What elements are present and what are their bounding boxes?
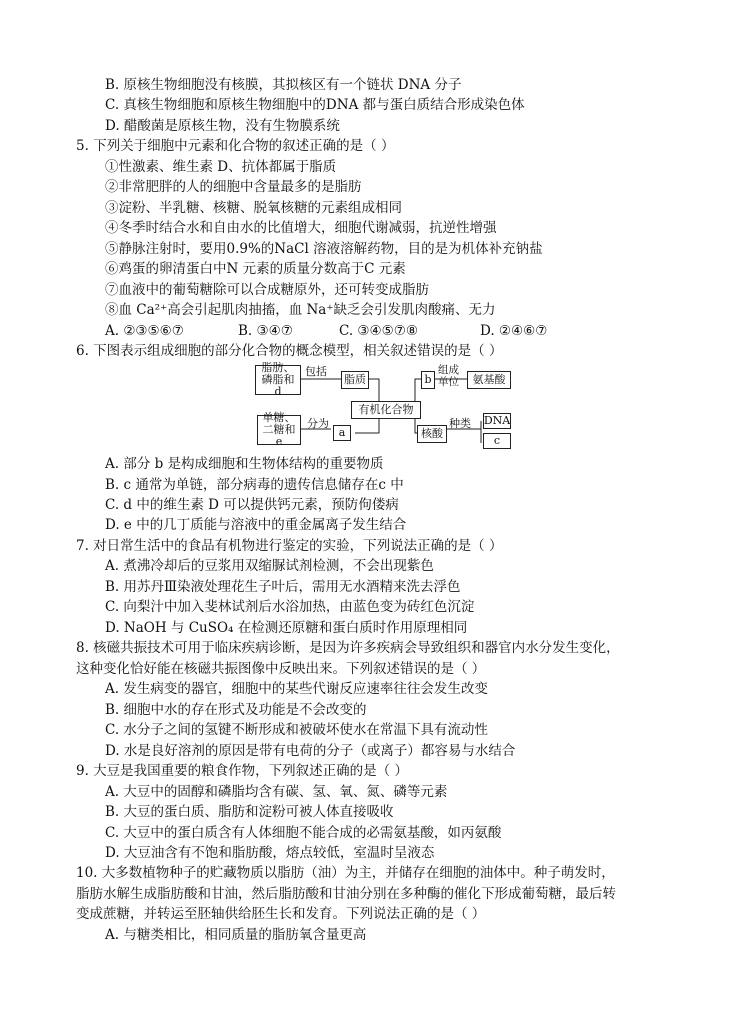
box-c: c (483, 433, 511, 449)
q4-option-d: D. 醋酸菌是原核生物，没有生物膜系统 (105, 118, 340, 134)
q6-stem: 6. 下图表示组成细胞的部分化合物的概念模型，相关叙述错误的是（ ） (76, 343, 503, 359)
q5-item-7: ⑦血液中的葡萄糖除可以合成糖原外，还可转变成脂肪 (105, 282, 429, 298)
q5-option-a: A. ②③⑤⑥⑦ (105, 323, 184, 339)
q8-option-a: A. 发生病变的器官，细胞中的某些代谢反应速率往往会发生改变 (105, 681, 488, 697)
concept-diagram (255, 363, 515, 453)
q4-option-c: C. 真核生物细胞和原核生物细胞中的DNA 都与蛋白质结合形成染色体 (105, 97, 525, 113)
q7-option-c: C. 向梨汁中加入斐林试剂后水浴加热，由蓝色变为砖红色沉淀 (105, 599, 475, 615)
q6-option-d: D. e 中的几丁质能与溶液中的重金属离子发生结合 (105, 517, 407, 533)
q8-option-c: C. 水分子之间的氢键不断形成和被破坏使水在常温下具有流动性 (105, 722, 488, 738)
q5-option-d: D. ②④⑥⑦ (480, 323, 548, 339)
label-divide: 分为 (307, 417, 329, 430)
q5-item-4: ④冬季时结合水和自由水的比值增大，细胞代谢减弱，抗逆性增强 (105, 220, 497, 236)
q5-option-b: B. ③④⑦ (238, 323, 293, 339)
q9-option-a: A. 大豆中的固醇和磷脂均含有碳、氢、氧、氮、磷等元素 (105, 784, 448, 800)
q5-item-1: ①性激素、维生素 D、抗体都属于脂质 (105, 159, 337, 175)
q8-stem-line2: 这种变化恰好能在核磁共振图像中反映出来。下列叙述错误的是（ ） (76, 661, 486, 677)
q7-option-b: B. 用苏丹Ⅲ染液处理花生子叶后，需用无水酒精来洗去浮色 (105, 579, 461, 595)
q6-option-a: A. 部分 b 是构成细胞和生物体结构的重要物质 (105, 456, 384, 472)
q10-stem-line1: 10. 大多数植物种子的贮藏物质以脂肪（油）为主，并储存在细胞的油体中。种子萌发时， (76, 865, 615, 881)
q8-stem-line1: 8. 核磁共振技术可用于临床疾病诊断，是因为许多疾病会导致组织和器官内水分发生变化， (76, 640, 620, 656)
q9-option-c: C. 大豆中的蛋白质含有人体细胞不能合成的必需氨基酸，如丙氨酸 (105, 825, 502, 841)
label-unit: 组成单位 (438, 364, 459, 388)
q6-option-b: B. c 通常为单链，部分病毒的遗传信息储存在c 中 (105, 477, 404, 493)
q5-item-6: ⑥鸡蛋的卵清蛋白中N 元素的质量分数高于C 元素 (105, 261, 406, 277)
q9-option-d: D. 大豆油含有不饱和脂肪酸，熔点较低，室温时呈液态 (105, 845, 435, 861)
q9-option-b: B. 大豆的蛋白质、脂肪和淀粉可被人体直接吸收 (105, 804, 394, 820)
q10-stem-line2: 脂肪水解生成脂肪酸和甘油，然后脂肪酸和甘油分别在多种酶的催化下形成葡萄糖，最后转 (76, 886, 616, 902)
q5-stem: 5. 下列关于细胞中元素和化合物的叙述正确的是（ ） (76, 138, 395, 154)
q9-stem: 9. 大豆是我国重要的粮食作物，下列叙述正确的是（ ） (76, 763, 408, 779)
q7-option-d: D. NaOH 与 CuSO₄ 在检测还原糖和蛋白质时作用原理相同 (105, 620, 468, 636)
box-b: b (421, 371, 435, 389)
q4-option-b: B. 原核生物细胞没有核膜，其拟核区有一个链状 DNA 分子 (105, 77, 462, 93)
box-amino-acid: 氨基酸 (467, 371, 511, 389)
q7-stem: 7. 对日常生活中的食品有机物进行鉴定的实验，下列说法正确的是（ ） (76, 538, 503, 554)
q8-option-d: D. 水是良好溶剂的原因是带有电荷的分子（或离子）都容易与水结合 (105, 743, 516, 759)
box-dna: DNA (483, 414, 511, 427)
box-nucleic-acid: 核酸 (417, 425, 447, 443)
box-fat-phospholipid-d: 脂肪、磷脂和d (255, 365, 301, 395)
q5-item-3: ③淀粉、半乳糖、核糖、脱氧核糖的元素组成相同 (105, 200, 402, 216)
label-include: 包括 (305, 365, 327, 378)
box-a: a (333, 425, 351, 441)
q8-option-b: B. 细胞中水的存在形式及功能是不会改变的 (105, 702, 367, 718)
q5-item-5: ⑤静脉注射时，要用0.9%的NaCl 溶液溶解药物，目的是为机体补充钠盐 (105, 241, 543, 257)
q10-stem-line3: 变成蔗糖，并转运至胚轴供给胚生长和发育。下列说法正确的是（ ） (76, 906, 486, 922)
box-sugar-e: 单糖、二糖和e (257, 415, 301, 445)
q6-option-c: C. d 中的维生素 D 可以提供钙元素，预防佝偻病 (105, 497, 399, 513)
q5-item-8: ⑧血 Ca²⁺高会引起肌肉抽搐，血 Na⁺缺乏会引发肌肉酸痛、无力 (105, 302, 496, 318)
box-organic-compound: 有机化合物 (351, 401, 421, 419)
q10-option-a: A. 与糖类相比，相同质量的脂肪氧含量更高 (105, 927, 367, 943)
box-lipid: 脂质 (341, 371, 369, 389)
q5-option-c: C. ③④⑤⑦⑧ (339, 323, 418, 339)
label-type: 种类 (449, 417, 471, 430)
q7-option-a: A. 煮沸冷却后的豆浆用双缩脲试剂检测，不会出现紫色 (105, 558, 434, 574)
q5-item-2: ②非常肥胖的人的细胞中含量最多的是脂肪 (105, 179, 362, 195)
